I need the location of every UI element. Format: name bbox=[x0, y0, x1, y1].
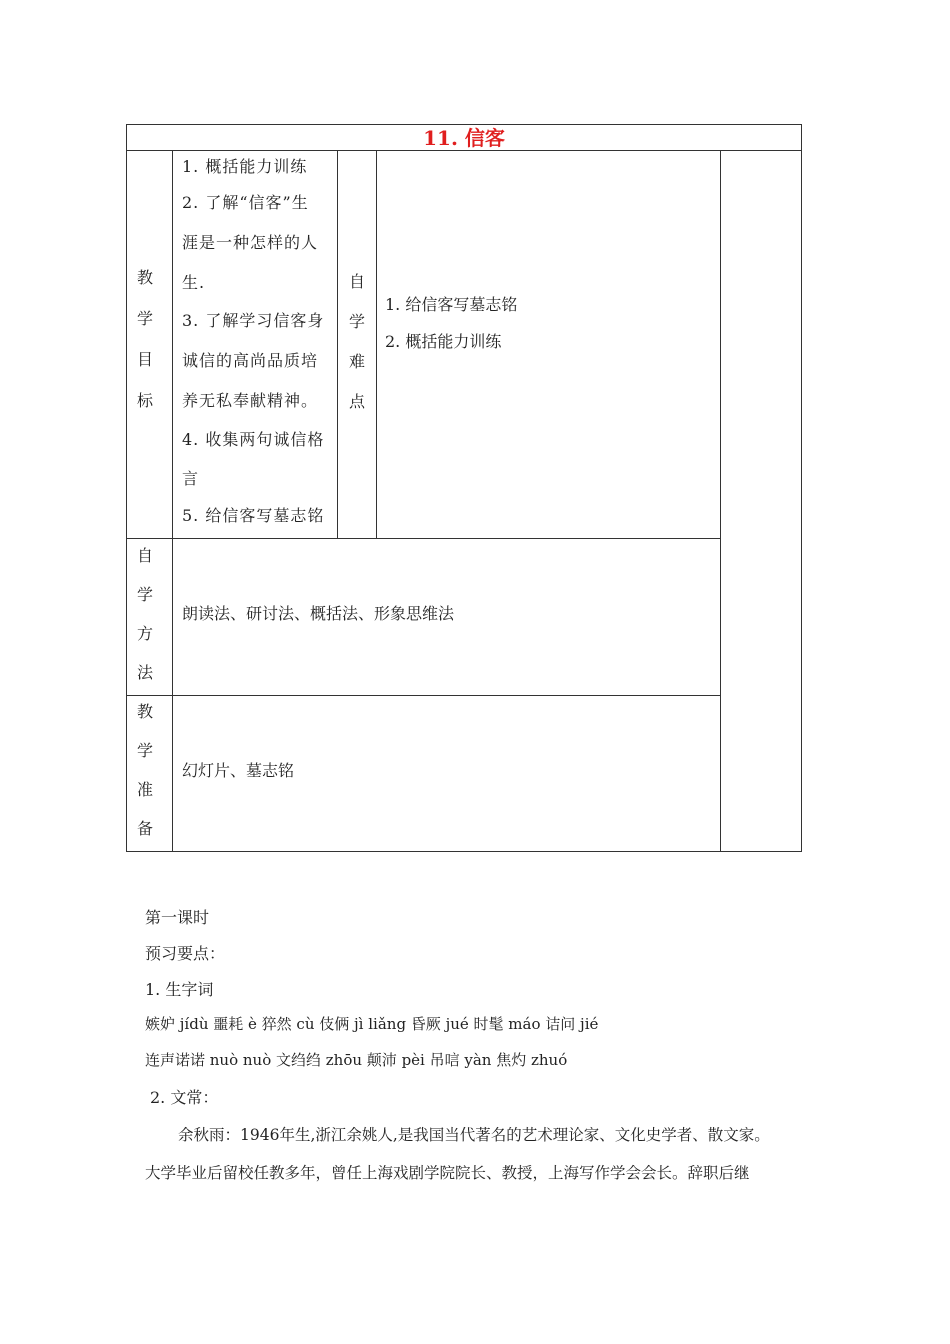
page-title: 11. 信客 bbox=[423, 126, 505, 150]
col-divider-4 bbox=[720, 150, 721, 852]
method-header-char: 自 bbox=[136, 546, 153, 565]
section-vocab-heading: 1. 生字词 bbox=[145, 980, 214, 999]
goals-header-char: 目 bbox=[136, 350, 153, 369]
col-divider-3 bbox=[376, 150, 377, 538]
lesson-heading: 第一课时 bbox=[145, 908, 210, 927]
prep-header-char: 备 bbox=[136, 819, 153, 838]
method-header-char: 法 bbox=[136, 663, 153, 682]
goal-line: 4. 收集两句诚信格 bbox=[182, 430, 325, 449]
author-paragraph-line: 余秋雨：1946年生,浙江余姚人,是我国当代著名的艺术理论家、文化史学者、散文家。 bbox=[178, 1126, 770, 1144]
difficulty-header-char: 点 bbox=[348, 392, 365, 411]
table-border-bottom bbox=[126, 851, 802, 852]
goal-line: 涯是一种怎样的人 bbox=[182, 233, 319, 252]
goals-header bbox=[127, 265, 163, 429]
goal-line: 5. 给信客写墓志铭 bbox=[182, 506, 325, 525]
table-border-right bbox=[801, 124, 802, 852]
difficulty-header-char: 学 bbox=[348, 312, 365, 331]
author-paragraph-line: 大学毕业后留校任教多年，曾任上海戏剧学院院长、教授，上海写作学会会长。辞职后继 bbox=[145, 1164, 750, 1182]
goal-line: 1. 概括能力训练 bbox=[182, 157, 308, 176]
method-header-char: 学 bbox=[136, 585, 153, 604]
goals-header-char: 教 bbox=[136, 268, 153, 287]
difficulty-header-char: 自 bbox=[348, 272, 365, 291]
goal-line: 生. bbox=[182, 273, 206, 292]
section-literature-heading: 2. 文常： bbox=[150, 1088, 219, 1107]
vocab-line: 连声诺诺 nuò nuò 文绉绉 zhōu 颠沛 pèi 吊唁 yàn 焦灼 zhuó bbox=[145, 1051, 568, 1069]
difficulty-item: 2. 概括能力训练 bbox=[385, 332, 502, 351]
preview-heading: 预习要点： bbox=[145, 944, 226, 963]
goal-line: 2. 了解“信客”生 bbox=[182, 193, 309, 212]
difficulty-item: 1. 给信客写墓志铭 bbox=[385, 295, 518, 314]
vocab-line: 嫉妒 jídù 噩耗 è 猝然 cù 伎俩 jì liǎng 昏厥 jué 时髦 máo 诘问 jié bbox=[145, 1015, 599, 1033]
goal-line: 诚信的高尚品质培 bbox=[182, 351, 319, 370]
prep-header-char: 教 bbox=[136, 702, 153, 721]
row-divider-1 bbox=[126, 538, 721, 539]
method-header-char: 方 bbox=[136, 624, 153, 643]
goal-line: 养无私奉献精神。 bbox=[182, 391, 319, 410]
row-divider-2 bbox=[126, 695, 721, 696]
method-content: 朗读法、研讨法、概括法、形象思维法 bbox=[182, 604, 455, 623]
prep-header-char: 准 bbox=[136, 780, 153, 799]
col-divider-1 bbox=[172, 150, 173, 852]
prep-header-char: 学 bbox=[136, 741, 153, 760]
method-header bbox=[127, 543, 163, 699]
prep-content: 幻灯片、墓志铭 bbox=[182, 761, 295, 780]
difficulty-header bbox=[338, 269, 376, 429]
goal-line: 3. 了解学习信客身 bbox=[182, 311, 325, 330]
goal-line: 言 bbox=[182, 469, 200, 488]
prep-header bbox=[127, 699, 163, 855]
difficulty-header-char: 难 bbox=[348, 352, 365, 371]
goals-header-char: 标 bbox=[136, 391, 153, 410]
goals-header-char: 学 bbox=[136, 309, 153, 328]
